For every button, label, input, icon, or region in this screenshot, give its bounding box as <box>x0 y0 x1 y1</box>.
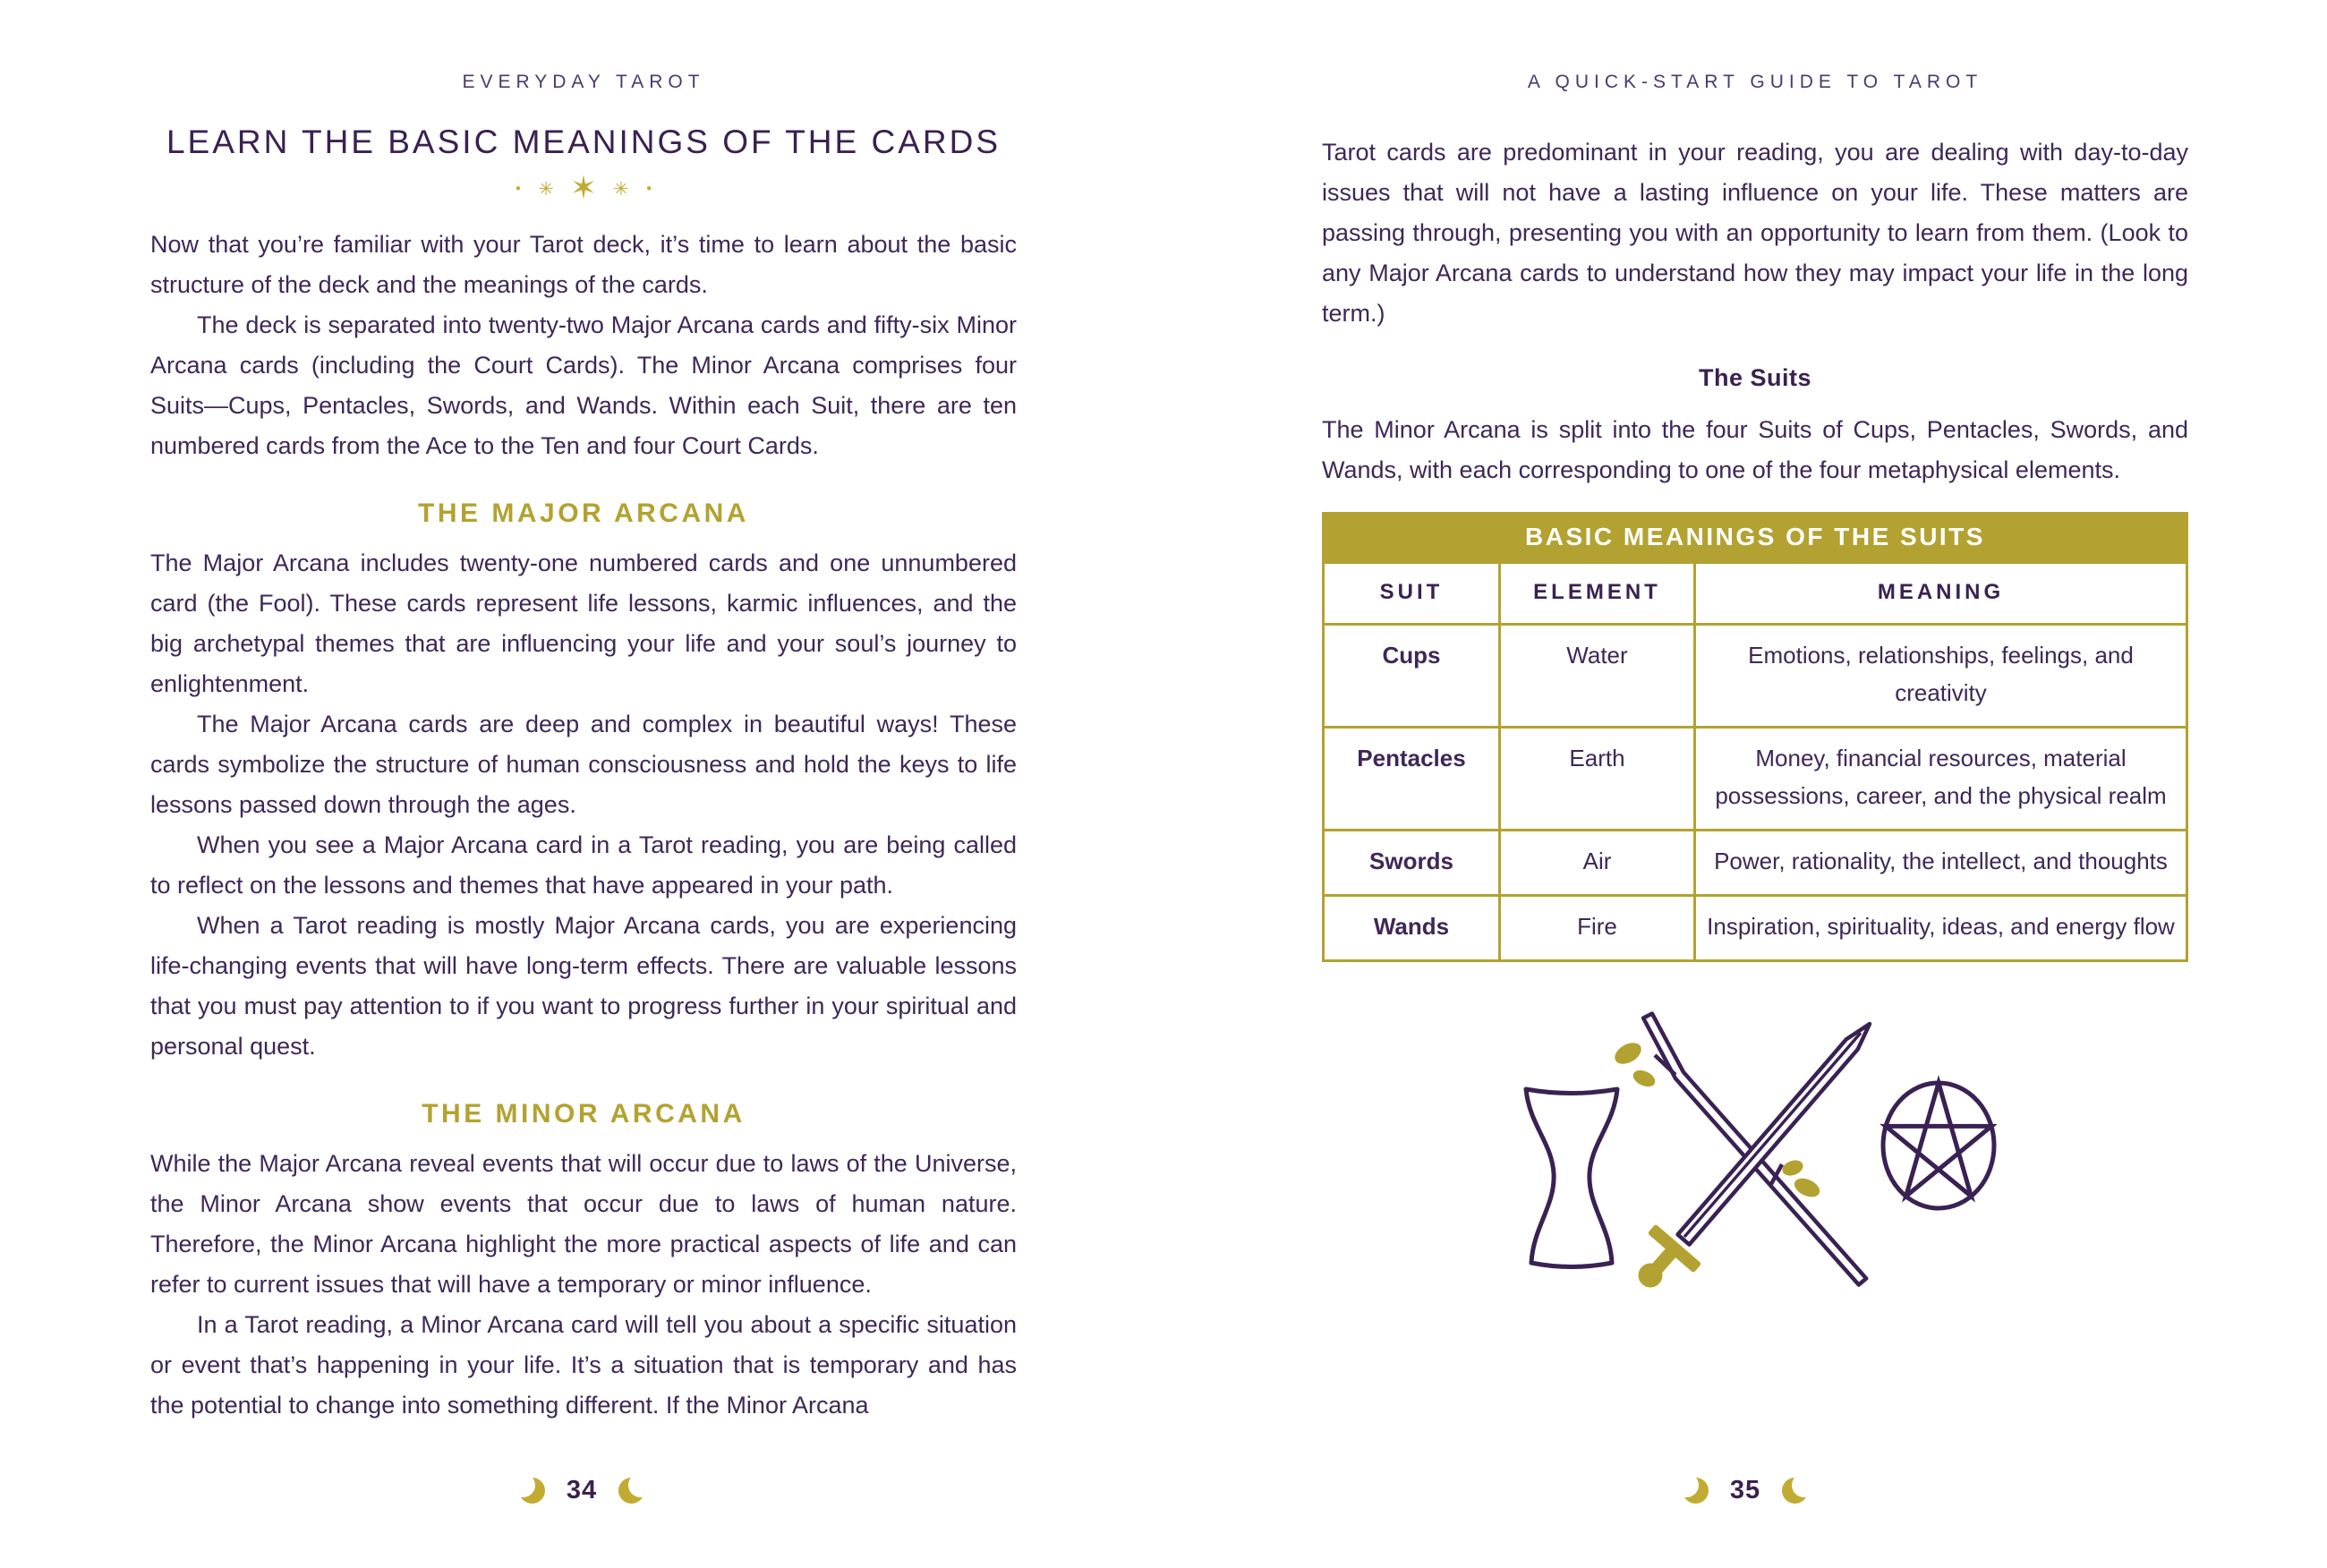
paragraph: The Minor Arcana is split into the four Suits of Cups, Pentacles, Swords, and Wands, with each corresponding to one of the four metaphysical elements. <box>1322 416 2188 483</box>
paragraph: When you see a Major Arcana card in a Tarot reading, you are being called to reflect on the lessons and themes that have appeared in your path. <box>150 831 1017 899</box>
suit-cell: Wands <box>1324 896 1500 961</box>
meaning-cell: Money, financial resources, material possessions, career, and the physical realm <box>1695 728 2187 831</box>
page-footer <box>1164 1476 2327 1505</box>
big-star-icon: ✶ <box>569 169 598 207</box>
table-row <box>1324 625 2187 728</box>
element-cell: Earth <box>1500 728 1695 831</box>
small-star-icon: ✳ <box>613 177 629 200</box>
crescent-moon-icon <box>1782 1478 1808 1504</box>
table-title: BASIC MEANINGS OF THE SUITS <box>1324 514 2187 563</box>
star-divider <box>150 170 1017 207</box>
section-heading-minor-arcana: THE MINOR ARCANA <box>422 1098 746 1129</box>
column-header-suit: SUIT <box>1324 563 1500 625</box>
running-head-right: A QUICK-START GUIDE TO TAROT <box>1527 72 1983 92</box>
element-cell: Water <box>1500 625 1695 728</box>
right-page-column <box>1322 0 2188 1295</box>
table-row <box>1324 728 2187 831</box>
section-heading-major-arcana: THE MAJOR ARCANA <box>418 498 749 528</box>
paragraph: Now that you’re familiar with your Tarot deck, it’s time to learn about the basic structure of the deck and the meanings of the cards. <box>150 230 1017 298</box>
suits-illustration <box>1513 1009 1997 1295</box>
dot-icon: • <box>514 180 523 197</box>
meaning-cell: Emotions, relationships, feelings, and creativity <box>1695 625 2187 728</box>
meaning-cell: Power, rationality, the intellect, and thoughts <box>1695 831 2187 896</box>
paragraph: In a Tarot reading, a Minor Arcana card will tell you about a specific situation or event that’s happening in your life. It’s a situation that is temporary and has the potential to change into something different. If the Minor Arcana <box>150 1310 1017 1419</box>
page-number: 35 <box>1729 1476 1761 1504</box>
paragraph: Tarot cards are predominant in your reading, you are dealing with day-to-day issues that will not have a lasting influence on your life. These matters are passing through, presenting you with an opportunity to learn from them. (Look to any Major Arcana cards to understand how they may impact your life in the long term.) <box>1322 139 2188 327</box>
right-page <box>1164 0 2327 1568</box>
small-star-icon: ✳ <box>538 177 554 200</box>
cup-icon <box>1526 1089 1617 1267</box>
page-title: LEARN THE BASIC MEANINGS OF THE CARDS <box>166 124 1001 160</box>
section-heading-the-suits: The Suits <box>1698 364 1811 391</box>
crescent-moon-icon <box>519 1478 545 1504</box>
table-row <box>1324 831 2187 896</box>
meaning-cell: Inspiration, spirituality, ideas, and energy flow <box>1695 896 2187 961</box>
suits-table <box>1322 512 2188 962</box>
pentacle-icon <box>1883 1083 1994 1208</box>
column-header-element: ELEMENT <box>1500 563 1695 625</box>
column-header-meaning: MEANING <box>1695 563 2187 625</box>
crescent-moon-icon <box>1683 1478 1709 1504</box>
paragraph: The deck is separated into twenty-two Major Arcana cards and fifty-six Minor Arcana cards (including the Court Cards). The Minor Arcana comprises four Suits—Cups, Pentacles, Swords, and Wands. Within each Suit, there are ten numbered cards from the Ace to the Ten and four Court Cards. <box>150 311 1017 459</box>
page-number: 34 <box>566 1476 598 1504</box>
paragraph: While the Major Arcana reveal events that will occur due to laws of the Universe, the Minor Arcana show events that occur due to laws of human nature. Therefore, the Minor Arcana highlight the more practical aspects of life and can refer to current issues that will have a temporary or minor influence. <box>150 1149 1017 1298</box>
table-row <box>1324 896 2187 961</box>
dot-icon: • <box>644 180 653 197</box>
page-footer <box>0 1476 1164 1505</box>
wand-icon <box>1611 1014 1866 1285</box>
element-cell: Air <box>1500 831 1695 896</box>
crescent-moon-icon <box>618 1478 644 1504</box>
suit-cell: Swords <box>1324 831 1500 896</box>
suit-cell: Cups <box>1324 625 1500 728</box>
paragraph: The Major Arcana includes twenty-one numbered cards and one unnumbered card (the Fool). These cards represent life lessons, karmic influences, and the big archetypal themes that are influencing your life and your soul’s journey to enlightenment. <box>150 549 1017 697</box>
paragraph: The Major Arcana cards are deep and complex in beautiful ways! These cards symbolize the structure of human consciousness and hold the keys to life lessons passed down through the ages. <box>150 710 1017 818</box>
suit-cell: Pentacles <box>1324 728 1500 831</box>
element-cell: Fire <box>1500 896 1695 961</box>
running-head-left: EVERYDAY TAROT <box>462 72 705 92</box>
left-page-column <box>150 0 1017 1426</box>
paragraph: When a Tarot reading is mostly Major Arcana cards, you are experiencing life-changing events that will have long-term effects. There are valuable lessons that you must pay attention to if you want to progress further in your spiritual and personal quest. <box>150 911 1017 1060</box>
